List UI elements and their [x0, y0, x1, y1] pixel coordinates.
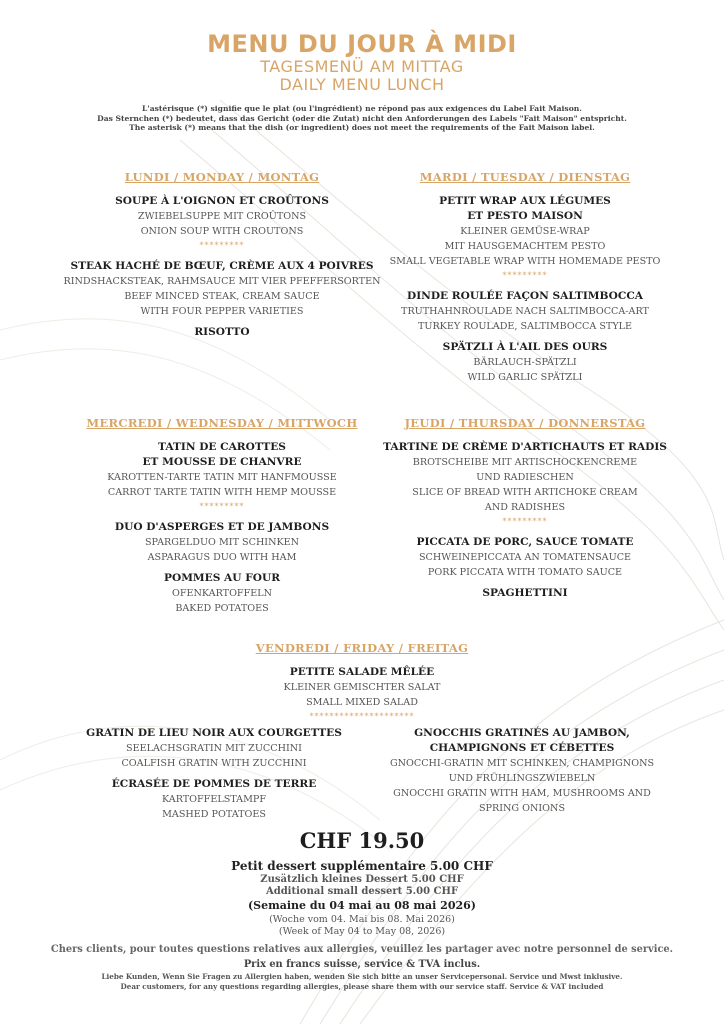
note-fr: L'astérisque (*) signifie que le plat (ou l'ingrédient) ne répond pas aux exigences du Label Fait Maison. — [142, 104, 582, 113]
day-title-monday: LUNDI / MONDAY / MONTAG — [124, 170, 320, 184]
dish-translation-en: BEEF MINCED STEAK, CREAM SAUCE — [124, 291, 320, 302]
allergy-note-en: Dear customers, for any questions regarding allergies, please share them with our service staff. Service & VAT included — [120, 982, 604, 991]
dish-name: GRATIN DE LIEU NOIR AUX COURGETTES — [86, 727, 342, 739]
dessert-de: Zusätzlich kleines Dessert 5.00 CHF — [260, 874, 464, 885]
dish-translation-en: SMALL VEGETABLE WRAP WITH HOMEMADE PESTO — [389, 256, 661, 267]
day-title-friday: VENDREDI / FRIDAY / FREITAG — [255, 641, 469, 655]
dish-name: TATIN DE CAROTTES — [158, 441, 286, 453]
day-title-thursday: JEUDI / THURSDAY / DONNERSTAG — [404, 416, 646, 430]
side-translation-en: BAKED POTATOES — [175, 603, 269, 614]
price-note-fr: Prix en francs suisse, service & TVA inclus. — [243, 959, 481, 970]
dish-translation-en: TURKEY ROULADE, SALTIMBOCCA STYLE — [417, 321, 633, 332]
dish-name: DINDE ROULÉE FAÇON SALTIMBOCCA — [407, 290, 643, 302]
day-wednesday — [44, 416, 400, 616]
starter-translation-de: KLEINER GEMISCHTER SALAT — [283, 682, 441, 693]
dish-translation-de: UND FRÜHLINGSZWIEBELN — [448, 773, 596, 784]
dish-translation-de: KAROTTEN-TARTE TATIN MIT HANFMOUSSE — [107, 472, 337, 483]
menu-title-en: DAILY MENU LUNCH — [279, 75, 445, 94]
bottom-info — [0, 858, 724, 992]
menu-title-de: TAGESMENÜ AM MITTAG — [260, 57, 464, 76]
fait-maison-notes — [0, 104, 724, 133]
dish-translation-de: ZWIEBELSUPPE MIT CROÛTONS — [137, 211, 307, 222]
note-de: Das Sternchen (*) bedeutet, dass das Gericht (oder die Zutat) nicht den Anforderungen des Labels "Fait Maison" entspricht. — [97, 113, 627, 123]
friday-right-option — [370, 726, 674, 816]
dish-name: STEAK HACHÉ DE BŒUF, CRÈME AUX 4 POIVRES — [70, 260, 374, 272]
day-title-tuesday: MARDI / TUESDAY / DIENSTAG — [419, 170, 631, 184]
side-translation-de: BÄRLAUCH-SPÄTZLI — [473, 357, 577, 368]
day-title-wednesday: MERCREDI / WEDNESDAY / MITTWOCH — [86, 416, 358, 430]
dish-translation-en: SPRING ONIONS — [478, 803, 566, 814]
separator: ********************* — [309, 712, 415, 721]
dish-translation-de: SCHWEINEPICCATA AN TOMATENSAUCE — [418, 552, 632, 563]
dish-translation-de: SPARGELDUO MIT SCHINKEN — [144, 537, 300, 548]
menu-price: CHF 19.50 — [299, 828, 425, 853]
dish-translation-en: GNOCCHI GRATIN WITH HAM, MUSHROOMS AND — [393, 788, 651, 799]
dish-name: CHAMPIGNONS ET CÉBETTES — [429, 742, 615, 754]
dish-name: SOUPE À L'OIGNON ET CROÛTONS — [115, 195, 329, 207]
dish-translation-de: UND RADIESCHEN — [476, 472, 574, 483]
starter-translation-en: SMALL MIXED SALAD — [306, 697, 418, 708]
side-translation-de: OFENKARTOFFELN — [171, 588, 273, 599]
dessert-en: Additional small dessert 5.00 CHF — [265, 886, 459, 897]
dish-name: TARTINE DE CRÈME D'ARTICHAUTS ET RADIS — [383, 441, 667, 453]
dish-translation-en: WITH FOUR PEPPER VARIETIES — [140, 306, 304, 317]
dish-translation-en: ASPARAGUS DUO WITH HAM — [147, 552, 297, 563]
dish-translation-de: MIT HAUSGEMACHTEM PESTO — [444, 241, 606, 252]
friday-left-option — [44, 726, 384, 822]
dish-name: ET MOUSSE DE CHANVRE — [142, 456, 302, 468]
separator: ********* — [502, 517, 548, 526]
dish-name: PICCATA DE PORC, SAUCE TOMATE — [416, 536, 634, 548]
dish-name: DUO D'ASPERGES ET DE JAMBONS — [114, 521, 330, 533]
separator: ********* — [502, 271, 548, 280]
day-friday — [212, 641, 512, 724]
dish-translation-de: BROTSCHEIBE MIT ARTISCHOCKENCREME — [412, 457, 638, 468]
note-en: The asterisk (*) means that the dish (or ingredient) does not meet the requirements of the Fait Maison label. — [129, 123, 595, 133]
dish-name: GNOCCHIS GRATINÉS AU JAMBON, — [414, 727, 630, 739]
dish-translation-de: GNOCCHI-GRATIN MIT SCHINKEN, CHAMPIGNONS — [389, 758, 655, 769]
side-dish: RISOTTO — [194, 326, 250, 338]
side-dish: SPAGHETTINI — [482, 587, 568, 599]
side-translation-en: MASHED POTATOES — [162, 809, 266, 820]
dish-translation-en: COALFISH GRATIN WITH ZUCCHINI — [121, 758, 307, 769]
separator: ********* — [199, 241, 245, 250]
starter-name: PETITE SALADE MÊLÉE — [289, 666, 435, 678]
dish-translation-en: SLICE OF BREAD WITH ARTICHOKE CREAM — [412, 487, 638, 498]
dish-translation-en: PORK PICCATA WITH TOMATO SAUCE — [427, 567, 623, 578]
dish-translation-de: KLEINER GEMÜSE-WRAP — [460, 226, 590, 237]
dish-translation-de: TRUTHAHNROULADE NACH SALTIMBOCCA-ART — [401, 306, 649, 317]
menu-title-fr: MENU DU JOUR À MIDI — [207, 30, 517, 58]
menu-header — [0, 30, 724, 94]
dish-name: ET PESTO MAISON — [467, 210, 583, 222]
allergy-note-fr: Chers clients, pour toutes questions relatives aux allergies, veuillez les partager avec notre personnel de service. — [50, 944, 674, 955]
week-en: (Week of May 04 to May 08, 2026) — [278, 926, 446, 937]
dish-translation-en: CARROT TARTE TATIN WITH HEMP MOUSSE — [107, 487, 337, 498]
week-de: (Woche vom 04. Mai bis 08. Mai 2026) — [269, 914, 455, 925]
dish-name: PETIT WRAP AUX LÉGUMES — [439, 195, 611, 207]
side-dish: SPÄTZLI À L'AIL DES OURS — [442, 341, 608, 353]
day-tuesday — [370, 170, 680, 385]
side-translation-de: KARTOFFELSTAMPF — [161, 794, 267, 805]
dish-translation-de: RINDSHACKSTEAK, RAHMSAUCE MIT VIER PFEFFERSORTEN — [63, 276, 381, 287]
side-translation-en: WILD GARLIC SPÄTZLI — [467, 372, 583, 383]
dessert-fr: Petit dessert supplémentaire 5.00 CHF — [231, 859, 493, 873]
dish-translation-de: SEELACHSGRATIN MIT ZUCCHINI — [126, 743, 302, 754]
week-fr: (Semaine du 04 mai au 08 mai 2026) — [247, 899, 477, 912]
dish-translation-en: ONION SOUP WITH CROUTONS — [140, 226, 304, 237]
separator: ********* — [199, 502, 245, 511]
side-dish: POMMES AU FOUR — [164, 572, 280, 584]
day-monday — [44, 170, 400, 340]
allergy-note-de: Liebe Kunden, Wenn Sie Fragen zu Allergien haben, wenden Sie sich bitte an unser Servicepersonal. Service und Mwst inklusive. — [101, 972, 623, 981]
side-dish: ÉCRASÉE DE POMMES DE TERRE — [111, 778, 317, 790]
dish-translation-en: AND RADISHES — [484, 502, 566, 513]
day-thursday — [370, 416, 680, 601]
